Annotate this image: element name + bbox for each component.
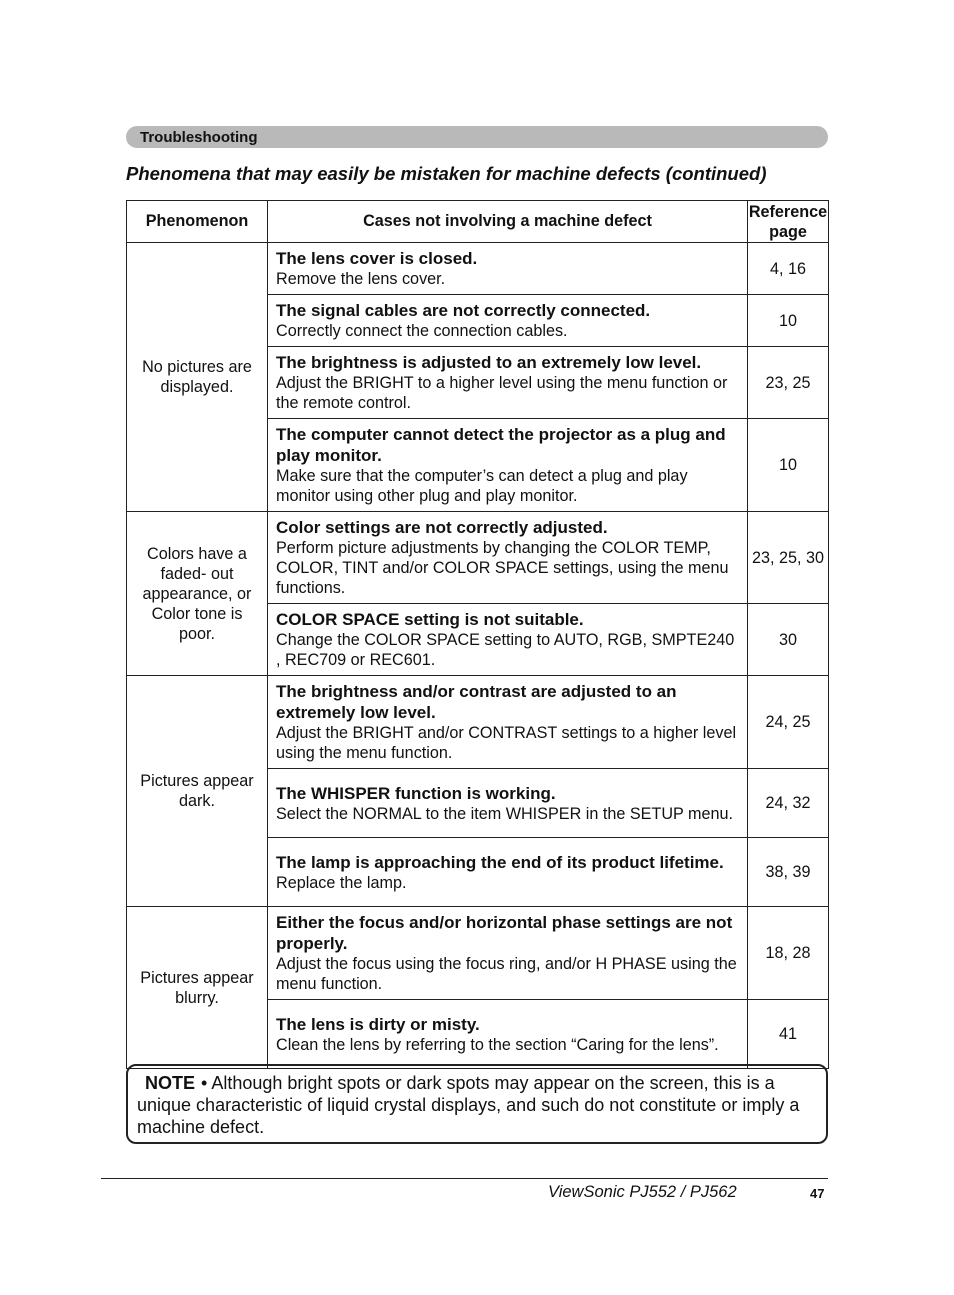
note-box — [126, 1064, 828, 1144]
case-title: The brightness is adjusted to an extremely low level. — [276, 353, 702, 372]
case-description: Perform picture adjustments by changing the COLOR TEMP, COLOR, TINT and/or COLOR SPACE settings, using the menu functions. — [276, 539, 729, 597]
case-title: The computer cannot detect the projector as a plug and play monitor. — [276, 425, 726, 465]
table-row — [127, 907, 829, 1000]
table-header-row — [127, 201, 829, 243]
case-description: Make sure that the computer’s can detect a plug and play monitor using other plug and play monitor. — [276, 467, 688, 505]
case-cell — [268, 838, 748, 907]
section-header-bar — [126, 126, 828, 148]
reference-page-cell: 10 — [748, 295, 829, 347]
case-title: Color settings are not correctly adjusted. — [276, 518, 608, 537]
case-title: The lens is dirty or misty. — [276, 1014, 480, 1034]
note-body: • Although bright spots or dark spots may appear on the screen, this is a unique characteristic of liquid crystal displays, and such do not constitute or imply a machine defect. — [137, 1073, 800, 1137]
case-cell — [268, 1000, 748, 1069]
case-description: Remove the lens cover. — [276, 270, 446, 288]
case-description: Change the COLOR SPACE setting to AUTO, RGB, SMPTE240 , REC709 or REC601. — [276, 631, 735, 669]
case-description: Correctly connect the connection cables. — [276, 322, 568, 340]
case-description: Adjust the BRIGHT to a higher level using the menu function or the remote control. — [276, 374, 728, 412]
page-number: 47 — [810, 1186, 825, 1201]
table-row — [127, 676, 829, 769]
reference-page-cell: 10 — [748, 419, 829, 512]
case-description: Adjust the BRIGHT and/or CONTRAST settings to a higher level using the menu function. — [276, 724, 737, 762]
reference-page-cell: 18, 28 — [748, 907, 829, 1000]
case-cell — [268, 295, 748, 347]
reference-page-cell: 23, 25 — [748, 347, 829, 419]
case-title: The brightness and/or contrast are adjusted to an extremely low level. — [276, 682, 677, 722]
section-title: Troubleshooting — [140, 129, 258, 146]
phenomenon-cell: Pictures appear dark. — [127, 676, 268, 907]
case-description: Clean the lens by referring to the section “Caring for the lens”. — [276, 1035, 719, 1054]
case-title: The lamp is approaching the end of its product lifetime. — [276, 852, 724, 872]
footer-divider — [101, 1178, 828, 1179]
case-title: Either the focus and/or horizontal phase settings are not properly. — [276, 913, 733, 953]
reference-page-cell: 4, 16 — [748, 243, 829, 295]
page-heading: Phenomena that may easily be mistaken for machine defects (continued) — [126, 163, 767, 184]
footer-brand: ViewSonic PJ552 / PJ562 — [548, 1183, 737, 1201]
case-cell — [268, 243, 748, 295]
reference-page-cell: 38, 39 — [748, 838, 829, 907]
reference-page-cell: 30 — [748, 604, 829, 676]
case-description: Adjust the focus using the focus ring, and/or H PHASE using the menu function. — [276, 955, 737, 993]
header-phenomenon: Phenomenon — [127, 201, 268, 243]
case-title: COLOR SPACE setting is not suitable. — [276, 610, 584, 629]
case-title: The WHISPER function is working. — [276, 783, 556, 803]
case-title: The lens cover is closed. — [276, 249, 478, 268]
reference-page-cell: 41 — [748, 1000, 829, 1069]
phenomenon-cell: Colors have a faded- out appearance, or Color tone is poor. — [127, 512, 268, 676]
case-cell — [268, 512, 748, 604]
case-description: Replace the lamp. — [276, 873, 407, 892]
case-cell — [268, 769, 748, 838]
case-cell — [268, 604, 748, 676]
note-text — [137, 1072, 823, 1138]
header-cases: Cases not involving a machine defect — [268, 201, 748, 243]
note-label: NOTE — [145, 1073, 196, 1093]
table-row — [127, 512, 829, 604]
phenomenon-cell: No pictures are displayed. — [127, 243, 268, 512]
case-cell — [268, 907, 748, 1000]
reference-page-cell: 23, 25, 30 — [748, 512, 829, 604]
reference-page-cell: 24, 32 — [748, 769, 829, 838]
table-row — [127, 243, 829, 295]
reference-page-cell: 24, 25 — [748, 676, 829, 769]
case-cell — [268, 676, 748, 769]
case-title: The signal cables are not correctly connected. — [276, 301, 651, 320]
case-cell — [268, 419, 748, 512]
header-reference-page: Reference page — [748, 202, 828, 241]
phenomenon-cell: Pictures appear blurry. — [127, 907, 268, 1069]
table-body — [127, 243, 829, 1069]
case-description: Select the NORMAL to the item WHISPER in the SETUP menu. — [276, 804, 734, 823]
troubleshooting-table — [126, 200, 829, 1069]
case-cell — [268, 347, 748, 419]
